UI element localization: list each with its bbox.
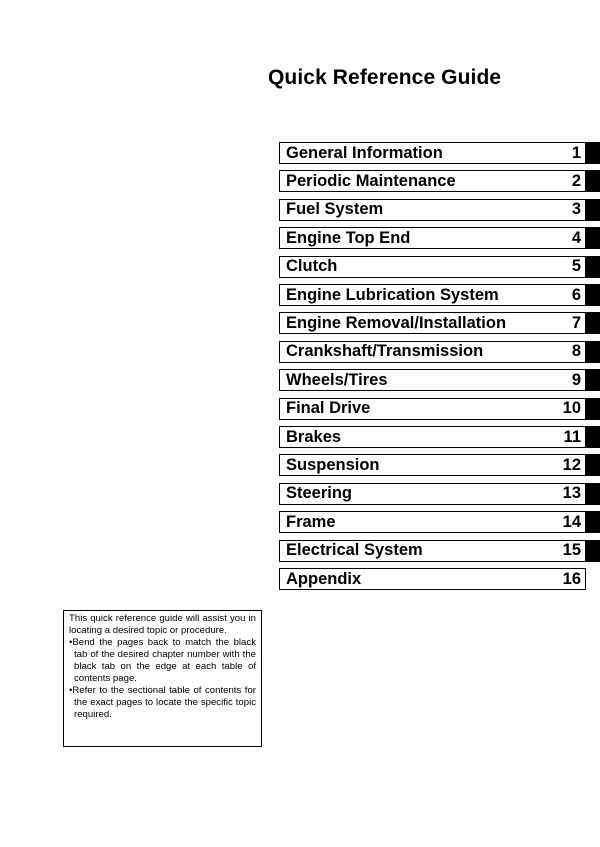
toc-entry-suspension[interactable] <box>279 454 600 476</box>
chapter-tab <box>586 312 600 334</box>
toc-entry-box <box>279 170 586 192</box>
toc-entry-crankshaft-transmission[interactable] <box>279 341 600 363</box>
toc-entry-number: 16 <box>562 569 581 588</box>
toc-entry-box <box>279 454 586 476</box>
note-intro: This quick reference guide will assist you in locating a desired topic or procedure. <box>69 613 256 636</box>
toc-entry-number: 11 <box>563 427 581 446</box>
chapter-tab <box>586 398 600 420</box>
toc-entry-box <box>279 568 586 590</box>
toc-entry-box <box>279 369 586 391</box>
chapter-tab <box>586 256 600 278</box>
toc-entry-clutch[interactable] <box>279 256 600 278</box>
toc-entry-box <box>279 341 586 363</box>
toc-entry-general-information[interactable] <box>279 142 600 164</box>
toc-entry-label: Final Drive <box>286 399 371 418</box>
toc-entry-number: 4 <box>571 228 581 247</box>
chapter-tab <box>586 540 600 562</box>
toc-entry-box <box>279 483 586 505</box>
note-bullet: •Refer to the sectional table of contents for the exact pages to locate the specific topic required. <box>69 685 256 720</box>
toc-entry-label: Engine Lubrication System <box>286 285 499 304</box>
chapter-tab <box>586 369 600 391</box>
toc-entry-number: 6 <box>571 285 581 304</box>
chapter-tab <box>586 170 600 192</box>
toc-entry-engine-top-end[interactable] <box>279 227 600 249</box>
note-bullet: •Bend the pages back to match the black tab of the desired chapter number with the black tab on the edge at each table of contents page. <box>69 637 256 684</box>
toc-entry-number: 7 <box>571 313 581 332</box>
toc-entry-label: Wheels/Tires <box>286 370 388 389</box>
toc-entry-box <box>279 227 586 249</box>
toc-entry-number: 9 <box>571 370 581 389</box>
toc-entry-periodic-maintenance[interactable] <box>279 170 600 192</box>
toc-entry-label: Suspension <box>286 455 380 474</box>
chapter-tab <box>586 426 600 448</box>
toc-entry-number: 15 <box>562 541 581 560</box>
toc-entry-number: 8 <box>571 342 581 361</box>
toc-entry-box <box>279 312 586 334</box>
toc-entry-box <box>279 199 586 221</box>
toc-entry-engine-lubrication-system[interactable] <box>279 284 600 306</box>
toc-entry-box <box>279 540 586 562</box>
toc-entry-brakes[interactable] <box>279 426 600 448</box>
toc-entry-box <box>279 142 586 164</box>
chapter-tab <box>586 511 600 533</box>
toc-entry-number: 3 <box>571 200 581 219</box>
toc-entry-number: 5 <box>571 257 581 276</box>
toc-entry-engine-removal-installation[interactable] <box>279 312 600 334</box>
chapter-tab <box>586 142 600 164</box>
toc-entry-label: Engine Removal/Installation <box>286 313 507 332</box>
toc-entry-number: 2 <box>571 171 581 190</box>
toc-entry-box <box>279 426 586 448</box>
chapter-tab <box>586 284 600 306</box>
toc-entry-number: 13 <box>562 484 581 503</box>
chapter-tab <box>586 483 600 505</box>
toc-entry-number: 14 <box>562 512 581 531</box>
toc-entry-label: Electrical System <box>286 541 423 560</box>
toc-entry-wheels-tires[interactable] <box>279 369 600 391</box>
toc-entry-fuel-system[interactable] <box>279 199 600 221</box>
page-title: Quick Reference Guide <box>268 66 502 89</box>
chapter-tab <box>586 341 600 363</box>
toc-entry-label: Fuel System <box>286 200 384 219</box>
chapter-tab <box>586 199 600 221</box>
chapter-tab <box>586 227 600 249</box>
toc-entry-steering[interactable] <box>279 483 600 505</box>
toc-entry-label: Periodic Maintenance <box>286 171 456 190</box>
toc-entry-label: Clutch <box>286 257 338 276</box>
toc-entry-number: 12 <box>562 455 581 474</box>
toc-entry-number: 10 <box>562 399 581 418</box>
toc-entry-label: Steering <box>286 484 353 503</box>
toc-entry-label: Crankshaft/Transmission <box>286 342 484 361</box>
toc-entry-frame[interactable] <box>279 511 600 533</box>
toc-entry-box <box>279 398 586 420</box>
toc-entry-label: Frame <box>286 512 336 531</box>
toc-entry-label: Engine Top End <box>286 228 411 247</box>
toc-entry-number: 1 <box>571 143 581 162</box>
instructions-note <box>63 610 262 747</box>
toc-entry-final-drive[interactable] <box>279 398 600 420</box>
toc-entry-label: General Information <box>286 143 443 162</box>
toc-entry-label: Brakes <box>286 427 342 446</box>
toc-entry-box <box>279 284 586 306</box>
chapter-tab <box>586 454 600 476</box>
toc-entry-appendix[interactable] <box>279 568 600 590</box>
toc-entry-electrical-system[interactable] <box>279 540 600 562</box>
toc-entry-box <box>279 511 586 533</box>
toc-entry-label: Appendix <box>286 569 362 588</box>
toc-entry-box <box>279 256 586 278</box>
